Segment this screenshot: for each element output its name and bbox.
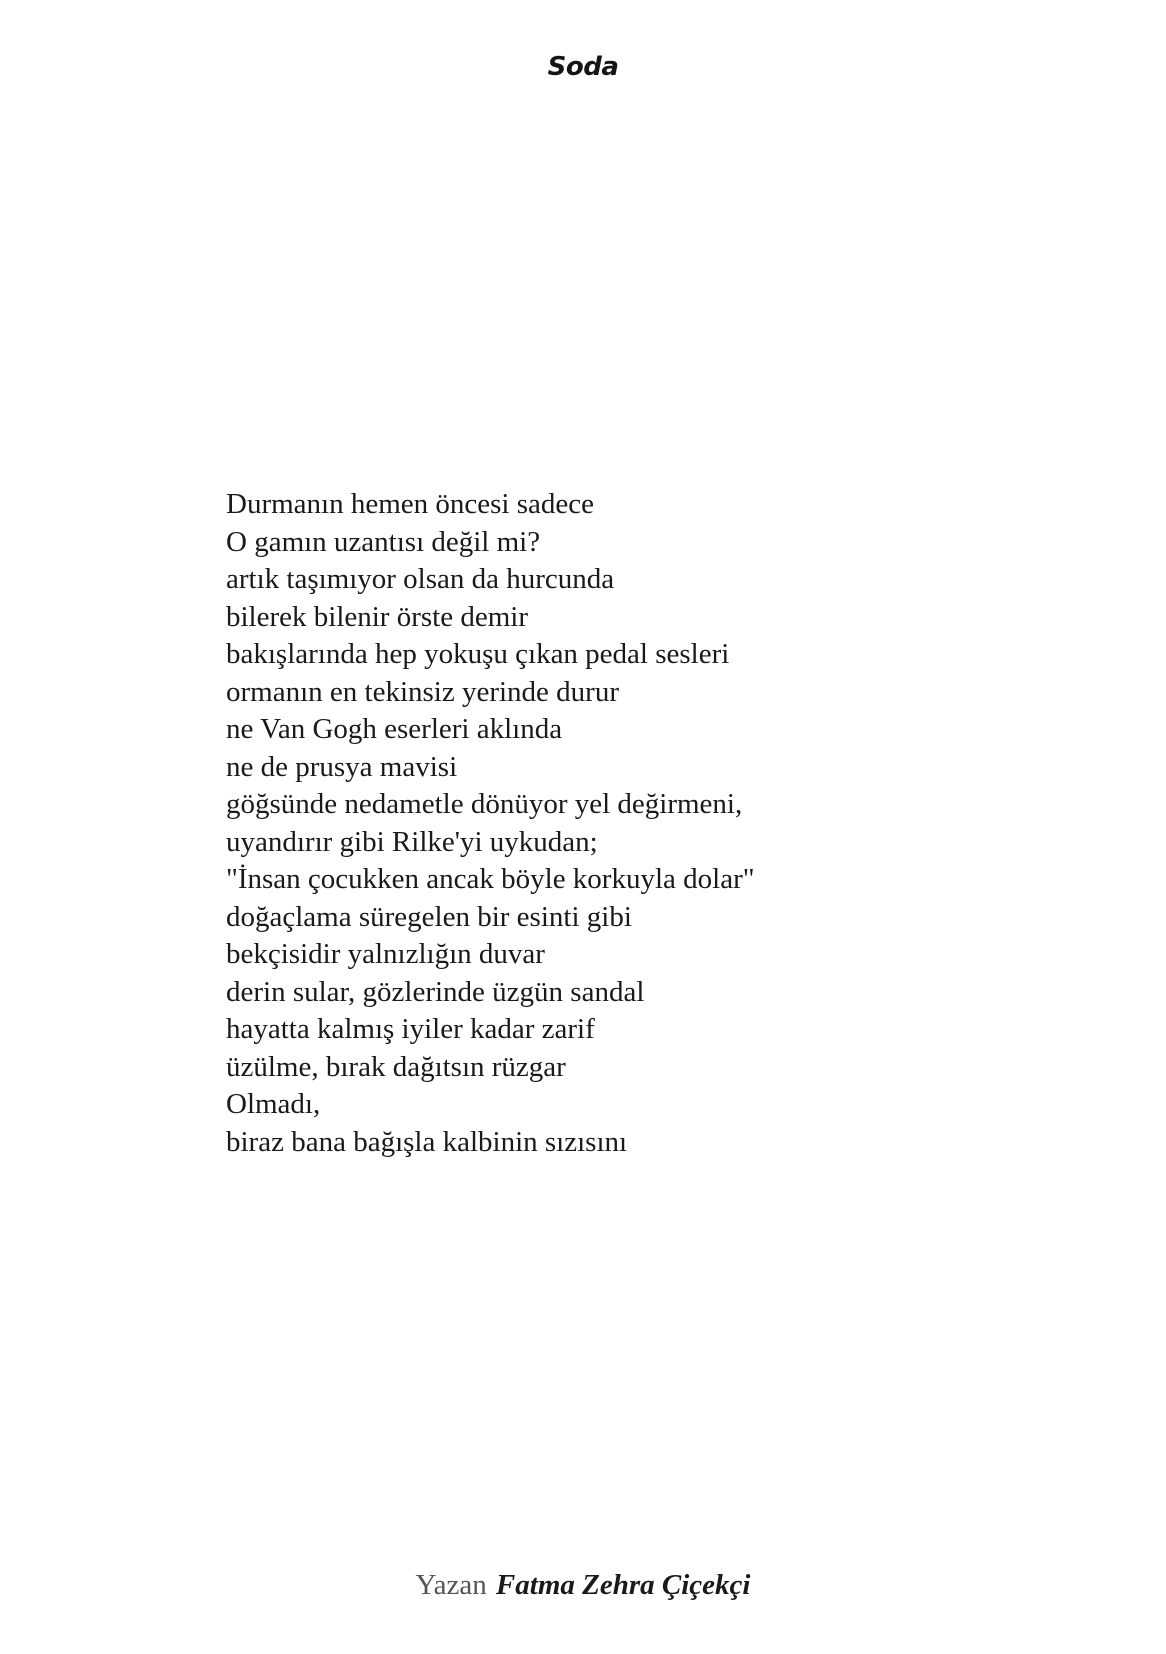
poem-line: bakışlarında hep yokuşu çıkan pedal sesleri: [226, 638, 730, 670]
page-header: [0, 52, 1166, 82]
author-byline: [0, 1567, 1166, 1602]
poem-line: O gamın uzantısı değil mi?: [226, 525, 541, 558]
site-title: Soda: [547, 52, 619, 82]
byline-prefix: Yazan: [415, 1569, 487, 1601]
poem-line: ormanın en tekinsiz yerinde durur: [226, 675, 619, 708]
poem-line: ne Van Gogh eserleri aklında: [226, 713, 563, 745]
poem-line: artık taşımıyor olsan da hurcunda: [226, 563, 615, 595]
poem-line: doğaçlama süregelen bir esinti gibi: [226, 900, 632, 933]
poem-line: derin sular, gözlerinde üzgün sandal: [226, 975, 645, 1008]
poem-body: [226, 486, 946, 1161]
poem-line: bilerek bilenir örste demir: [226, 600, 528, 633]
poem-line: biraz bana bağışla kalbinin sızısını: [226, 1125, 628, 1158]
poem-line: uyandırır gibi Rilke'yi uykudan;: [226, 825, 598, 858]
poem-line: Durmanın hemen öncesi sadece: [226, 488, 594, 520]
poem-line: bekçisidir yalnızlığın duvar: [226, 938, 545, 970]
poem-line: hayatta kalmış iyiler kadar zarif: [226, 1013, 595, 1045]
author-name: Fatma Zehra Çiçekçi: [495, 1569, 751, 1601]
poem-line: "İnsan çocukken ancak böyle korkuyla dolar": [226, 863, 755, 895]
poem-line: Olmadı,: [226, 1088, 321, 1120]
poem-line: ne de prusya mavisi: [226, 750, 458, 783]
poem-line: göğsünde nedametle dönüyor yel değirmeni,: [226, 788, 743, 820]
poem-line: üzülme, bırak dağıtsın rüzgar: [226, 1050, 566, 1083]
